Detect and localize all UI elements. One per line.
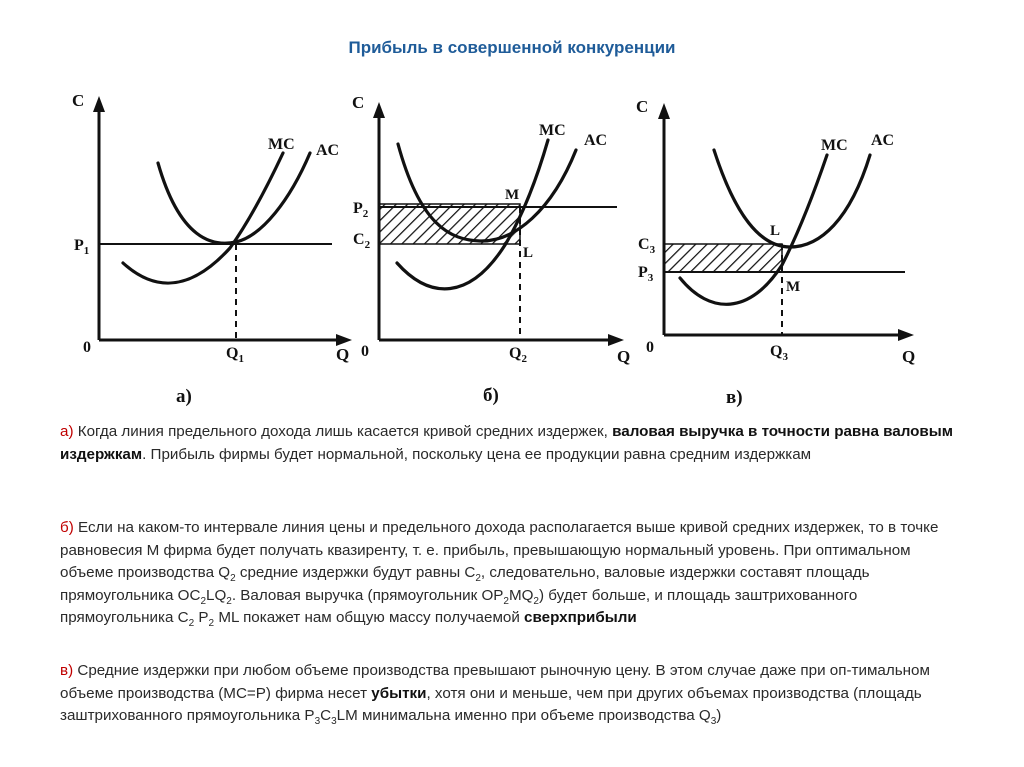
graph-a-ac-curve (158, 153, 310, 243)
graph-a-caption: а) (176, 386, 192, 407)
graph-b-ac-label: AC (584, 132, 608, 149)
graph-a-origin-label: 0 (83, 339, 91, 356)
graph-b-p2-label: $P_2$ (353, 200, 369, 220)
graph-c-m-label: M (786, 279, 801, 295)
graph-a-q1-label: $Q_1$ (226, 345, 244, 365)
graph-a-q-axis-label: Q (336, 345, 350, 364)
paragraph-b: б) Если на каком-то интервале линия цены и предельного дохода располагается выше кривой средних издержек, то в точке равновесия М фирма будет получать квазиренту, т. е. прибыль, превышающую нормальный уровень. При оптимальном объеме производства $Q_2$ средние издержки будут равны $С_2$, следовательно, валовые издержки составят площадь прямоугольника $ОС_2LQ_2$. Валовая выручка (прямоугольник $ОР_2МQ_2$) будет больше, и площадь заштрихованного прямоугольника $С_2$ $Р_2$ МL покажет нам общую массу получаемой сверхприбыли (60, 519, 939, 630)
graph-c-loss-area (664, 244, 782, 272)
slide-title: Прибыль в совершенной конкуренции (348, 38, 676, 57)
graph-a-y-arrow (93, 96, 105, 112)
paragraph-b-emphasis: сверхприбыли (524, 609, 637, 626)
graph-b-m-label: M (505, 187, 520, 203)
graph-c-l-label: L (770, 223, 781, 239)
paragraph-a-emphasis: валовая выручка в точности равна валовым издержкам (60, 423, 953, 463)
graph-a-ac-label: AC (316, 142, 340, 159)
graph-a-mc-label: MC (268, 136, 295, 153)
graph-c (636, 97, 915, 408)
graph-b-origin-label: 0 (361, 343, 369, 360)
graph-b-caption: б) (483, 385, 499, 406)
graph-a-mc-curve (123, 153, 283, 283)
graph-c-q3-label: $Q_3$ (770, 343, 788, 363)
graph-b-y-arrow (373, 102, 385, 118)
graph-b-c2-label: $C_2$ (353, 231, 371, 251)
graph-c-mc-label: MC (821, 137, 848, 154)
graph-c-c-label: C (636, 97, 649, 116)
graph-c-c3-label: $C_3$ (638, 236, 656, 256)
paragraph-b-lead: б) (60, 519, 74, 536)
paragraph-c: в) Средние издержки при любом объеме производства превышают рыночную цену. В этом случае даже при оп-тимальном объеме производства (МС=Р) фирма несет убытки, хотя они и меньше, чем при других объемах производства (площадь заштрихованного прямоугольника $Р_3С_3LМ$ минимальна именно при объеме производства $Q_3$) (60, 662, 930, 728)
graph-b-q2-label: $Q_2$ (509, 345, 527, 365)
graph-c-x-arrow (898, 329, 914, 341)
paragraph-c-lead: в) (60, 662, 74, 679)
graph-b-c-label: C (352, 93, 365, 112)
graph-c-q-axis-label: Q (902, 347, 916, 366)
graph-b-l-label: L (523, 245, 534, 261)
paragraph-a-lead: а) (60, 423, 74, 440)
paragraph-c-emphasis: убытки (371, 684, 427, 702)
graph-c-caption: в) (726, 387, 743, 408)
paragraph-a: а) Когда линия предельного дохода лишь касается кривой средних издержек, валовая выручка в точности равна валовым издержкам. Прибыль фирмы будет нормальной, поскольку цена ее продукции равна средним издержкам (60, 423, 953, 463)
graph-b-x-arrow (608, 334, 624, 346)
graph-c-ac-label: AC (871, 132, 895, 149)
graph-a (72, 91, 352, 407)
graph-c-ac-curve (714, 150, 870, 247)
graph-b (352, 93, 630, 406)
graph-a-p1-label: $P_1$ (74, 237, 90, 257)
graph-b-q-axis-label: Q (617, 347, 631, 366)
graph-c-p3-label: $P_3$ (638, 264, 654, 284)
graph-c-y-arrow (658, 103, 670, 119)
graph-a-c-label: C (72, 91, 85, 110)
graph-b-mc-label: MC (539, 122, 566, 139)
graph-c-origin-label: 0 (646, 339, 654, 356)
